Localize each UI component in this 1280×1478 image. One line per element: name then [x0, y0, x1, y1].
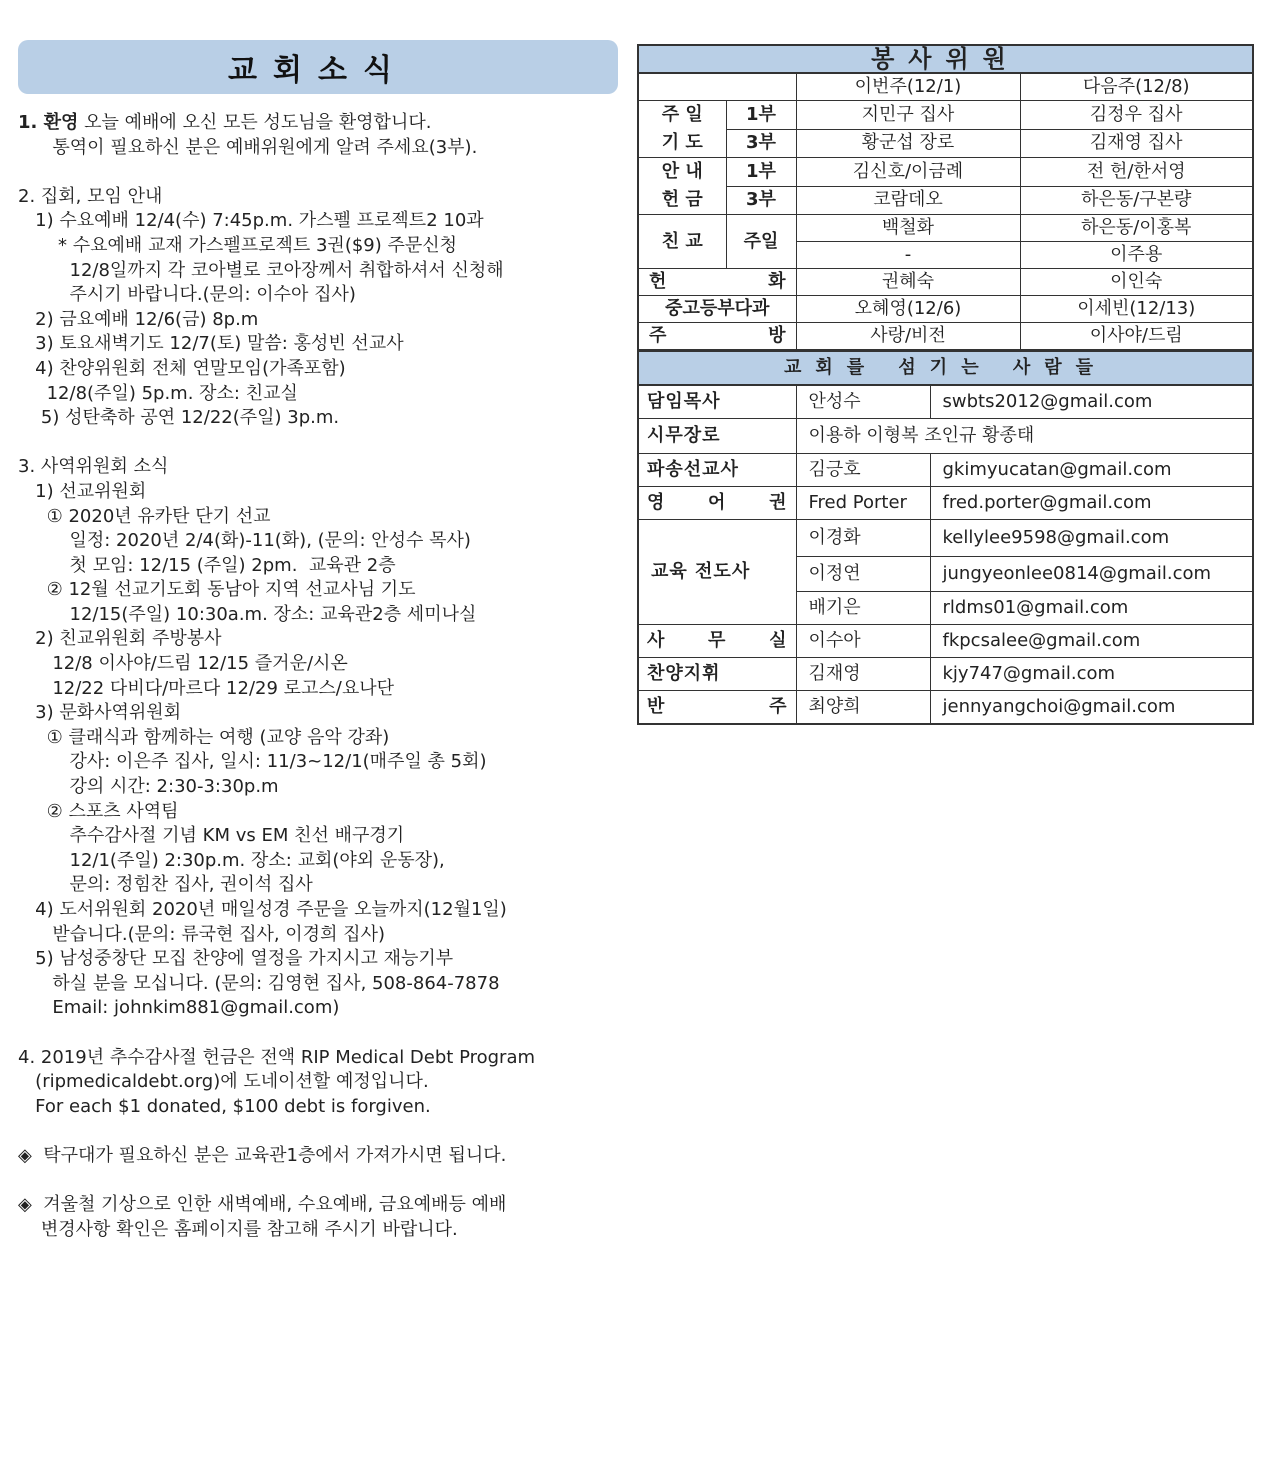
news-line-text: ① 클래식과 함께하는 여행 (교양 음악 강좌): [18, 726, 390, 748]
pastor-name: 안성수: [796, 385, 930, 419]
flower-this: 권혜숙: [796, 269, 1020, 296]
news-line: [18, 775, 618, 800]
prayer-label-1: 주 일: [661, 104, 703, 125]
news-line-text: Email: johnkim881@gmail.com): [18, 997, 340, 1019]
news-line: [18, 406, 618, 431]
news-line: [18, 308, 618, 333]
news-line: [18, 824, 618, 849]
prayer-1-next: 김정우 집사: [1020, 101, 1253, 130]
choir-email: kjy747@gmail.com: [930, 658, 1253, 691]
usher-3-next: 하은동/구본량: [1020, 186, 1253, 215]
elders-names: 이용하 이형복 조인규 황종태: [796, 419, 1253, 454]
flower-next: 이인숙: [1020, 269, 1253, 296]
blank-line: [18, 1119, 618, 1144]
accompanist-name: 최양희: [796, 691, 930, 725]
news-line: [18, 136, 618, 161]
church-news-list: [18, 111, 618, 1242]
elders-role: 시무장로: [638, 419, 796, 454]
usher-1-this: 김신호/이금례: [796, 158, 1020, 187]
news-line-text: 변경사항 확인은 홈페이지를 참고해 주시기 바랍니다.: [18, 1218, 458, 1240]
news-line-text: 1) 선교위원회: [18, 480, 147, 502]
news-line: [18, 750, 618, 775]
staff-table: [637, 351, 1254, 725]
news-line: [18, 234, 618, 259]
prayer-label: [638, 101, 726, 158]
blank-line: [18, 160, 618, 185]
staff-title: 교회를 섬기는 사람들: [638, 352, 1253, 386]
edu-email-3: rldms01@gmail.com: [930, 592, 1253, 625]
fellow-a-next: 하은동/이홍복: [1020, 215, 1253, 242]
news-line: [18, 627, 618, 652]
news-line: [18, 283, 618, 308]
office-role: 사 무 실: [638, 625, 796, 658]
church-news-section: [18, 40, 618, 1242]
servers-title: 봉사위원: [638, 45, 1253, 73]
blank-line: [18, 1021, 618, 1046]
missionary-name: 김긍호: [796, 454, 930, 487]
blank-line: [18, 431, 618, 456]
pastor-email: swbts2012@gmail.com: [930, 385, 1253, 419]
news-line: [18, 726, 618, 751]
news-line-text: 12/8 이사야/드림 12/15 즐거운/시온: [18, 653, 348, 675]
flower-label-1: 헌: [649, 271, 667, 292]
news-line-text: 2) 친교위원회 주방봉사: [18, 628, 222, 650]
sunday-label: 주일: [726, 215, 796, 269]
kitchen-label-2: 방: [768, 325, 786, 346]
usher-label-2: 헌 금: [661, 189, 703, 210]
missionary-email: gkimyucatan@gmail.com: [930, 454, 1253, 487]
english-role: 영 어 권: [638, 487, 796, 520]
news-line-text: 12/1(주일) 2:30p.m. 장소: 교회(야외 운동장),: [18, 849, 445, 871]
news-line: [18, 800, 618, 825]
news-line-text: 3) 문화사역위원회: [18, 702, 182, 724]
news-line-text: 12/22 다비다/마르다 12/29 로고스/요나단: [18, 677, 395, 699]
news-line: [18, 1218, 618, 1243]
usher-label: [638, 158, 726, 215]
news-line: [18, 1193, 618, 1218]
blank-corner-cell: [638, 73, 796, 101]
news-line-text: 첫 모임: 12/15 (주일) 2pm. 교육관 2층: [18, 554, 396, 576]
news-line: [18, 332, 618, 357]
news-line: [18, 259, 618, 284]
news-line: [18, 111, 618, 136]
service-3-label: 3부: [726, 186, 796, 215]
news-line: [18, 209, 618, 234]
fellow-a-this: 백철화: [796, 215, 1020, 242]
edu-email-2: jungyeonlee0814@gmail.com: [930, 557, 1253, 592]
missionary-role: 파송선교사: [638, 454, 796, 487]
news-line-text: 받습니다.(문의: 류국현 집사, 이경희 집사): [18, 923, 385, 945]
news-line: [18, 972, 618, 997]
prayer-label-2: 기 도: [661, 132, 703, 153]
english-email: fred.porter@gmail.com: [930, 487, 1253, 520]
news-line-text: 12/8일까지 각 코아별로 코아장께서 취합하셔서 신청해: [18, 259, 504, 281]
choir-role: 찬양지휘: [638, 658, 796, 691]
news-line-text: 5) 남성중창단 모집 찬양에 열정을 가지시고 재능기부: [18, 948, 454, 970]
news-line-text: ① 2020년 유카탄 단기 선교: [18, 505, 271, 527]
choir-name: 김재영: [796, 658, 930, 691]
col-next-week: 다음주(12/8): [1020, 73, 1253, 101]
news-line: [18, 455, 618, 480]
kitchen-this: 사랑/비전: [796, 323, 1020, 351]
news-line-text: 12/8(주일) 5p.m. 장소: 친교실: [18, 382, 298, 404]
news-line: [18, 1070, 618, 1095]
news-line-text: 하실 분을 모십니다. (문의: 김영현 집사, 508-864-7878: [18, 972, 500, 994]
news-line: [18, 677, 618, 702]
english-name: Fred Porter: [796, 487, 930, 520]
kitchen-next: 이사야/드림: [1020, 323, 1253, 351]
service-1-label: 1부: [726, 101, 796, 130]
news-line-text: For each $1 donated, $100 debt is forgiven.: [18, 1095, 431, 1117]
news-line-text: 5) 성탄축하 공연 12/22(주일) 3p.m.: [18, 407, 340, 429]
news-line-bold: 1. 환영: [18, 112, 79, 133]
news-line: [18, 505, 618, 530]
news-line-text: 1) 수요예배 12/4(수) 7:45p.m. 가스펠 프로젝트2 10과: [18, 210, 484, 232]
prayer-3-next: 김재영 집사: [1020, 129, 1253, 158]
youth-next: 이세빈(12/13): [1020, 296, 1253, 323]
news-line: [18, 554, 618, 579]
news-line-text: 12/15(주일) 10:30a.m. 장소: 교육관2층 세미나실: [18, 603, 477, 625]
news-line: [18, 923, 618, 948]
fellowship-label: 친 교: [638, 215, 726, 269]
news-line-text: 4) 도서위원회 2020년 매일성경 주문을 오늘까지(12월1일): [18, 899, 507, 920]
news-line: [18, 1144, 618, 1169]
news-line: [18, 1046, 618, 1071]
news-line-text: (ripmedicaldebt.org)에 도네이션할 예정입니다.: [18, 1071, 429, 1093]
news-line: [18, 185, 618, 210]
edu-email-1: kellylee9598@gmail.com: [930, 520, 1253, 557]
news-line: [18, 480, 618, 505]
news-line-text: 3. 사역위원회 소식: [18, 456, 169, 478]
service-3-label: 3부: [726, 129, 796, 158]
youth-snack-label: 중고등부다과: [638, 296, 796, 323]
youth-this: 오혜영(12/6): [796, 296, 1020, 323]
edu-name-3: 배기은: [796, 592, 930, 625]
news-line: [18, 701, 618, 726]
right-column: [637, 44, 1252, 725]
flower-label-2: 화: [768, 271, 786, 292]
office-name: 이수아: [796, 625, 930, 658]
office-email: fkpcsalee@gmail.com: [930, 625, 1253, 658]
news-line: [18, 873, 618, 898]
news-line-text: * 수요예배 교재 가스펠프로젝트 3권($9) 주문신청: [18, 234, 458, 256]
news-line-text: 2) 금요예배 12/6(금) 8p.m: [18, 308, 259, 330]
news-line: [18, 357, 618, 382]
news-line-text: 오늘 예배에 오신 모든 성도님을 환영합니다.: [78, 112, 432, 133]
news-line-text: ◈ 탁구대가 필요하신 분은 교육관1층에서 가져가시면 됩니다.: [18, 1144, 507, 1166]
news-line-text: 4. 2019년 추수감사절 헌금은 전액 RIP Medical Debt Program: [18, 1046, 536, 1068]
news-line-text: 추수감사절 기념 KM vs EM 친선 배구경기: [18, 825, 405, 847]
news-line-text: ② 스포츠 사역팀: [18, 800, 179, 822]
news-line: [18, 578, 618, 603]
prayer-1-this: 지민구 집사: [796, 101, 1020, 130]
news-line: [18, 382, 618, 407]
flower-label: [638, 269, 796, 296]
service-1-label: 1부: [726, 158, 796, 187]
news-line: [18, 652, 618, 677]
servers-table: [637, 44, 1254, 351]
education-role: 교육 전도사: [638, 520, 796, 625]
usher-3-this: 코람데오: [796, 186, 1020, 215]
church-news-title: 교회소식: [18, 40, 618, 94]
news-line-text: 3) 토요새벽기도 12/7(토) 말씀: 홍성빈 선교사: [18, 333, 404, 355]
news-line-text: 주시기 바랍니다.(문의: 이수아 집사): [18, 284, 356, 306]
news-line-text: 문의: 정힘찬 집사, 권이석 집사: [18, 874, 313, 896]
news-line: [18, 1095, 618, 1120]
news-line-text: 일정: 2020년 2/4(화)-11(화), (문의: 안성수 목사): [18, 530, 471, 552]
accompanist-email: jennyangchoi@gmail.com: [930, 691, 1253, 725]
news-line-text: 4) 찬양위원회 전체 연말모임(가족포함): [18, 357, 346, 379]
news-line-text: 통역이 필요하신 분은 예배위원에게 알려 주세요(3부).: [18, 136, 478, 158]
news-line: [18, 849, 618, 874]
edu-name-1: 이경화: [796, 520, 930, 557]
news-line-text: 강의 시간: 2:30-3:30p.m: [18, 776, 279, 798]
blank-line: [18, 1169, 618, 1194]
news-line: [18, 898, 618, 923]
usher-label-1: 안 내: [661, 161, 703, 182]
edu-name-2: 이정연: [796, 557, 930, 592]
prayer-3-this: 황군섭 장로: [796, 129, 1020, 158]
col-this-week: 이번주(12/1): [796, 73, 1020, 101]
news-line: [18, 603, 618, 628]
news-line-text: ② 12월 선교기도회 동남아 지역 선교사님 기도: [18, 579, 416, 601]
news-line: [18, 529, 618, 554]
news-line-text: 강사: 이은주 집사, 일시: 11/3~12/1(매주일 총 5회): [18, 751, 487, 773]
news-line-text: 2. 집회, 모임 안내: [18, 185, 163, 207]
fellow-b-this: -: [796, 242, 1020, 269]
usher-1-next: 전 헌/한서영: [1020, 158, 1253, 187]
pastor-role: 담임목사: [638, 385, 796, 419]
kitchen-label: [638, 323, 796, 351]
news-line: [18, 996, 618, 1021]
news-line-text: ◈ 겨울철 기상으로 인한 새벽예배, 수요예배, 금요예배등 예배: [18, 1194, 507, 1216]
news-line: [18, 947, 618, 972]
fellow-b-next: 이주용: [1020, 242, 1253, 269]
accompanist-role: 반 주: [638, 691, 796, 725]
kitchen-label-1: 주: [649, 325, 667, 346]
